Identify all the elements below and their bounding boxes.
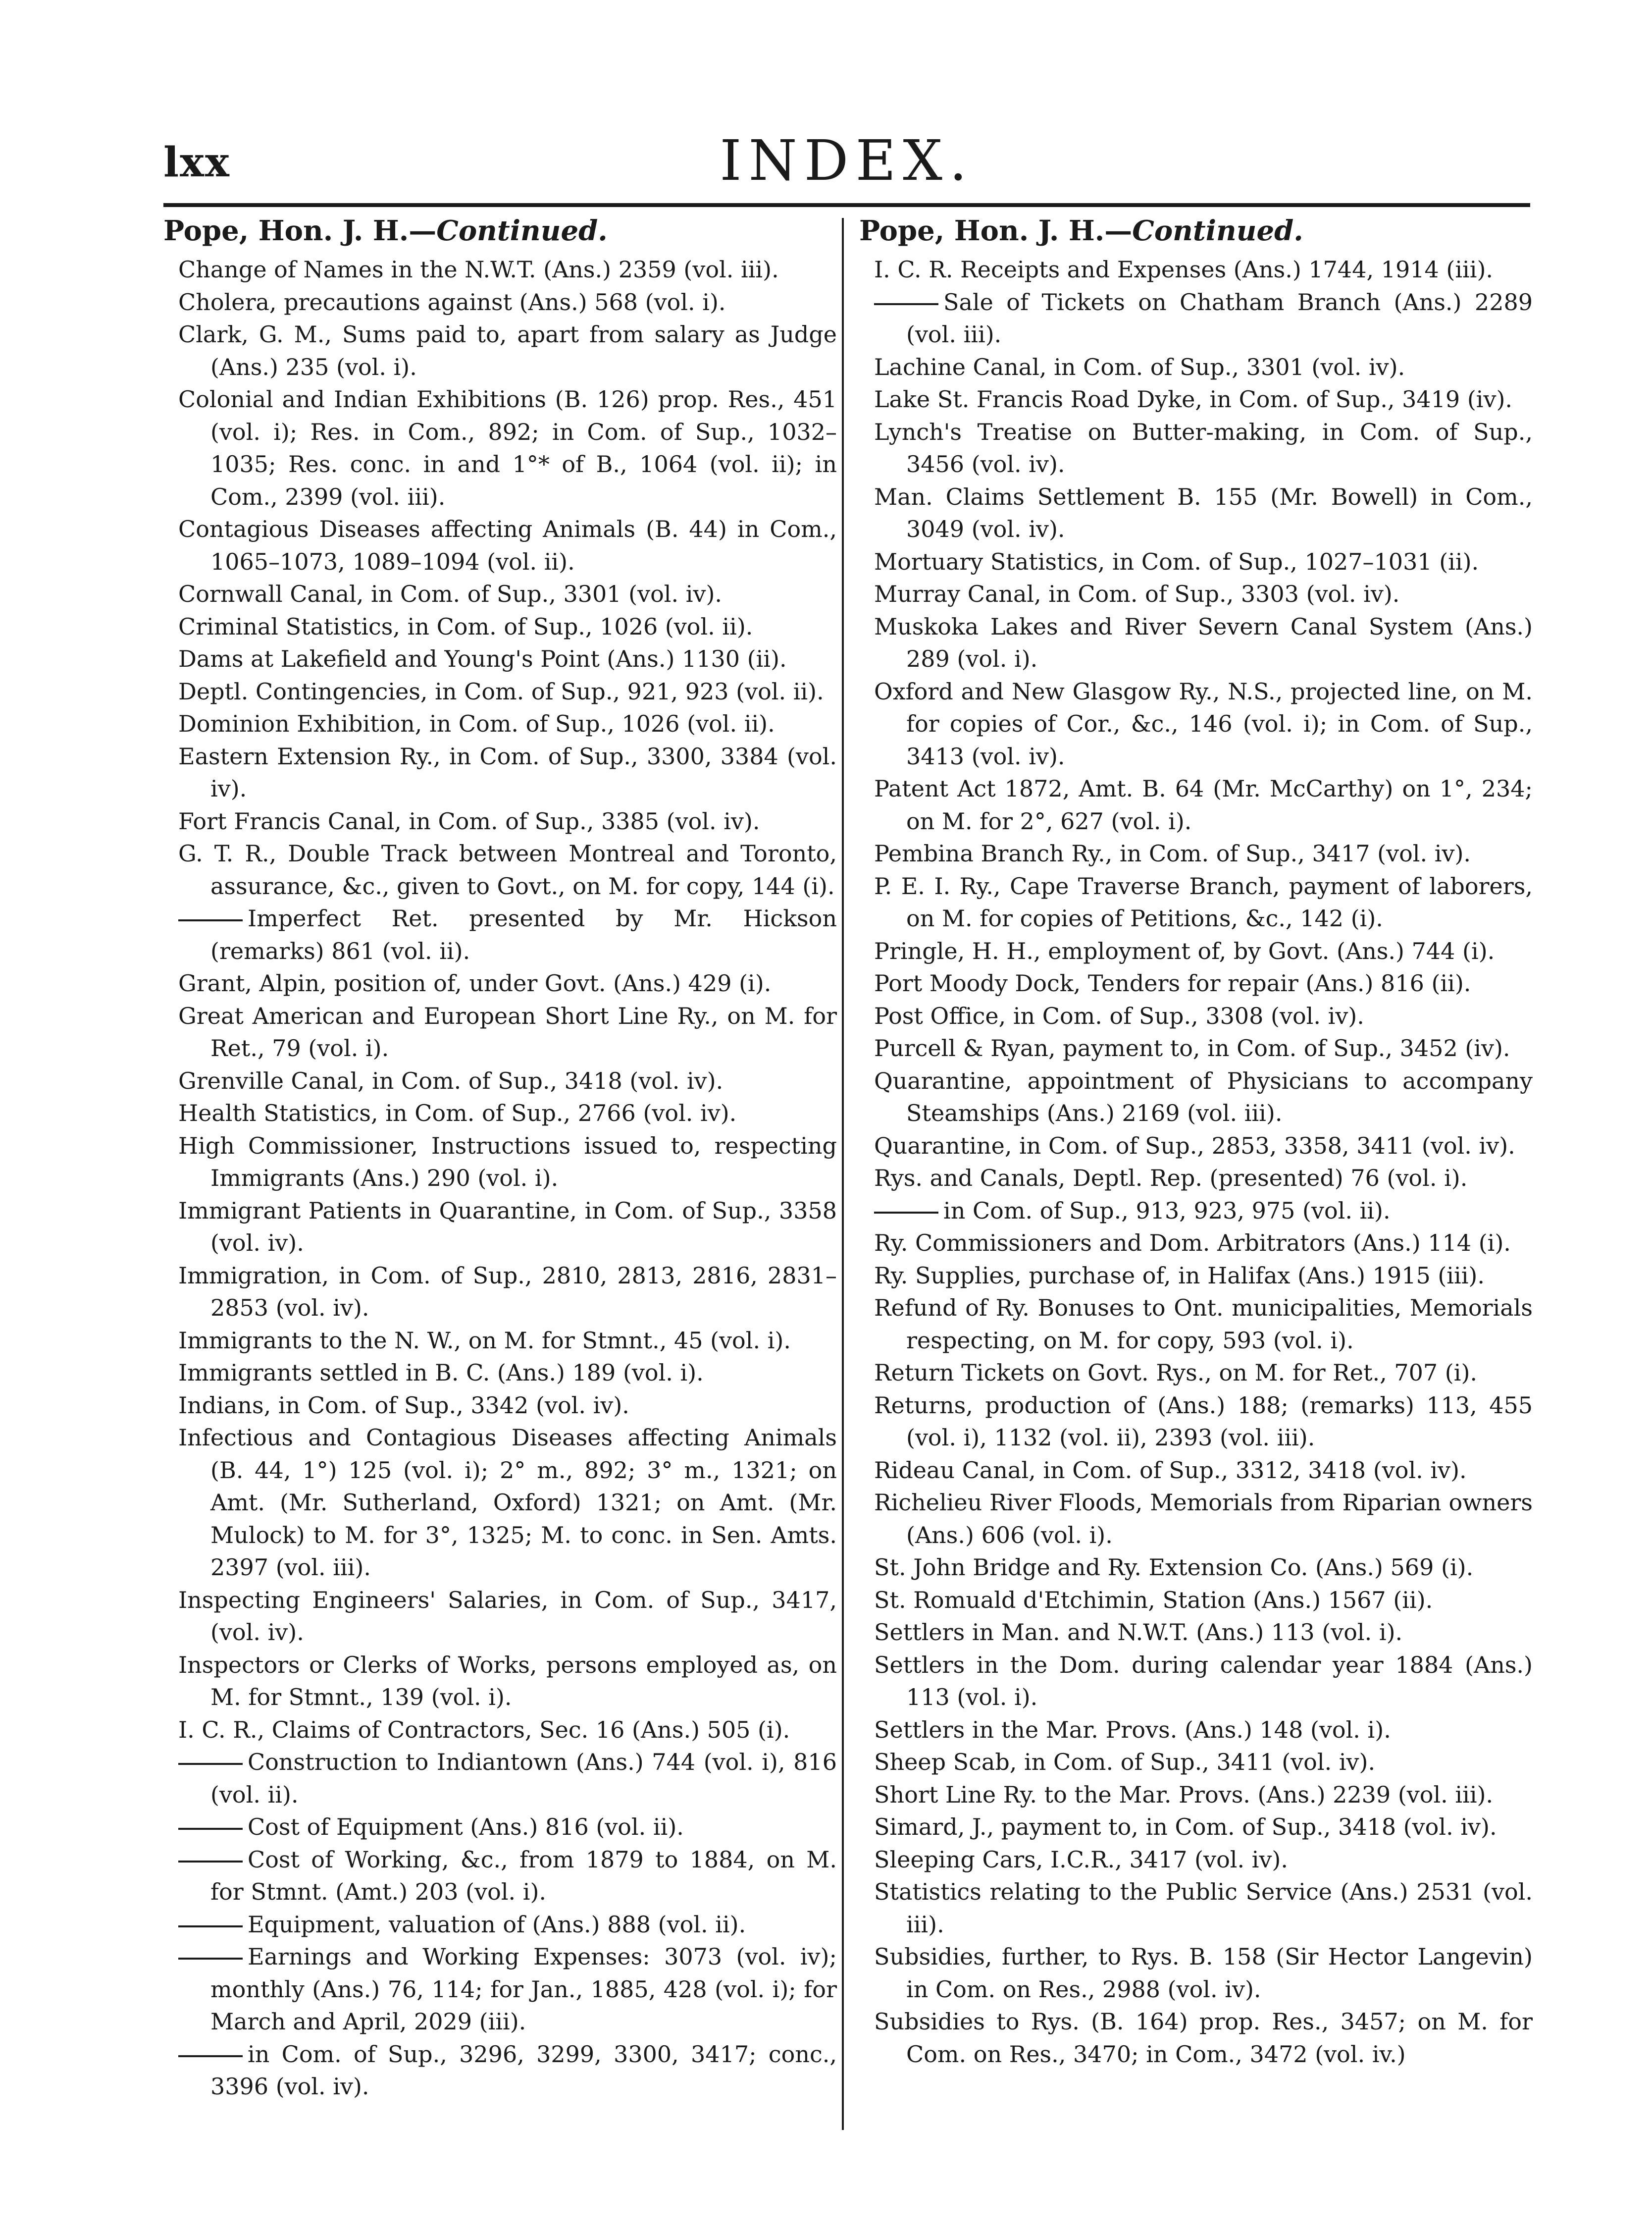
entry-text: Eastern Extension Ry., in Com. of Sup., 3300, 3384 (vol. iv). bbox=[178, 743, 837, 802]
entry-text: High Commissioner, Instructions issued to, respecting Immigrants (Ans.) 290 (vol. i). bbox=[178, 1132, 837, 1191]
column-divider bbox=[842, 218, 844, 2130]
index-entry bbox=[859, 611, 1533, 676]
index-entry bbox=[163, 1357, 837, 1389]
entry-text: Rideau Canal, in Com. of Sup., 3312, 3418 (vol. iv). bbox=[874, 1456, 1467, 1484]
header-rule bbox=[163, 203, 1530, 207]
index-subentry bbox=[163, 903, 837, 967]
entry-text: Return Tickets on Govt. Rys., on M. for Ret., 707 (i). bbox=[874, 1359, 1478, 1386]
entry-text: Ry. Supplies, purchase of, in Halifax (Ans.) 1915 (iii). bbox=[874, 1262, 1485, 1289]
index-entry bbox=[163, 1649, 837, 1714]
index-entry bbox=[859, 481, 1533, 546]
entry-text: Sleeping Cars, I.C.R., 3417 (vol. iv). bbox=[874, 1846, 1288, 1873]
entry-text: Sheep Scab, in Com. of Sup., 3411 (vol. iv). bbox=[874, 1749, 1376, 1775]
index-subentry bbox=[163, 2038, 837, 2103]
entry-text: Immigrant Patients in Quarantine, in Com. of Sup., 3358 (vol. iv). bbox=[178, 1197, 837, 1256]
index-entry bbox=[859, 1876, 1533, 1941]
ditto-dash bbox=[178, 1828, 243, 1830]
index-entry bbox=[163, 708, 837, 741]
entry-text: Fort Francis Canal, in Com. of Sup., 3385 (vol. iv). bbox=[178, 807, 760, 835]
entry-text: Cholera, precautions against (Ans.) 568 (vol. i). bbox=[178, 288, 726, 316]
entry-text: Purcell & Ryan, payment to, in Com. of Sup., 3452 (iv). bbox=[874, 1035, 1510, 1062]
index-entry bbox=[163, 967, 837, 1000]
entry-text: Murray Canal, in Com. of Sup., 3303 (vol. iv). bbox=[874, 581, 1400, 607]
index-entry bbox=[163, 513, 837, 578]
entry-text: Cost of Equipment (Ans.) 816 (vol. ii). bbox=[248, 1813, 684, 1840]
entry-text: Settlers in Man. and N.W.T. (Ans.) 113 (vol. i). bbox=[874, 1619, 1403, 1646]
index-entry bbox=[163, 1714, 837, 1747]
index-entry bbox=[859, 1616, 1533, 1649]
entry-text: Great American and European Short Line Ry., on M. for Ret., 79 (vol. i). bbox=[178, 1002, 837, 1062]
index-entry bbox=[163, 741, 837, 805]
index-entry bbox=[163, 1584, 837, 1649]
index-entry bbox=[163, 643, 837, 676]
page-number: lxx bbox=[163, 139, 230, 186]
entry-text: Immigration, in Com. of Sup., 2810, 2813, 2816, 2831–2853 (vol. iv). bbox=[178, 1262, 837, 1321]
ditto-dash bbox=[178, 1958, 243, 1960]
entry-text: Muskoka Lakes and River Severn Canal System (Ans.) 289 (vol. i). bbox=[874, 613, 1533, 672]
heading-name: Pope, Hon. J. H.— bbox=[859, 214, 1133, 247]
entry-text: Settlers in the Dom. during calendar year 1884 (Ans.) 113 (vol. i). bbox=[874, 1651, 1533, 1710]
index-entry bbox=[163, 286, 837, 319]
index-subentry bbox=[163, 1909, 837, 1941]
entry-text: Cornwall Canal, in Com. of Sup., 3301 (vol. iv). bbox=[178, 581, 723, 607]
entry-text: Pembina Branch Ry., in Com. of Sup., 3417 (vol. iv). bbox=[874, 840, 1471, 867]
entry-text: Sale of Tickets on Chatham Branch (Ans.) 2289 (vol. iii). bbox=[906, 288, 1533, 348]
entry-text: P. E. I. Ry., Cape Traverse Branch, payment of laborers, on M. for copies of Petitions, &c., 142 (i). bbox=[874, 872, 1533, 932]
index-entry bbox=[859, 1487, 1533, 1551]
entry-text: Dominion Exhibition, in Com. of Sup., 1026 (vol. ii). bbox=[178, 710, 775, 737]
index-entry bbox=[163, 1195, 837, 1260]
index-subentry bbox=[163, 1941, 837, 2038]
entry-text: Rys. and Canals, Deptl. Rep. (presented) 76 (vol. i). bbox=[874, 1165, 1468, 1191]
entry-text: Dams at Lakefield and Young's Point (Ans.) 1130 (ii). bbox=[178, 645, 787, 672]
entry-text: Lachine Canal, in Com. of Sup., 3301 (vol. iv). bbox=[874, 353, 1405, 380]
index-entry bbox=[859, 1941, 1533, 2006]
index-entry bbox=[859, 870, 1533, 935]
index-entry bbox=[859, 1032, 1533, 1065]
index-entry bbox=[163, 805, 837, 838]
entry-text: Subsidies to Rys. (B. 164) prop. Res., 3457; on M. for Com. on Res., 3470; in Com., 3472 (vol. iv.) bbox=[874, 2008, 1533, 2068]
entry-text: Inspectors or Clerks of Works, persons employed as, on M. for Stmnt., 139 (vol. i). bbox=[178, 1651, 837, 1710]
entry-text: Port Moody Dock, Tenders for repair (Ans.) 816 (ii). bbox=[874, 970, 1471, 997]
entry-text: Lake St. Francis Road Dyke, in Com. of Sup., 3419 (iv). bbox=[874, 386, 1513, 413]
entry-text: Immigrants settled in B. C. (Ans.) 189 (vol. i). bbox=[178, 1359, 704, 1386]
index-entry bbox=[163, 1260, 837, 1325]
entry-text: Post Office, in Com. of Sup., 3308 (vol. iv). bbox=[874, 1002, 1364, 1029]
entry-text: I. C. R. Receipts and Expenses (Ans.) 1744, 1914 (iii). bbox=[874, 256, 1494, 283]
ditto-dash bbox=[874, 1212, 938, 1214]
entry-text: Oxford and New Glasgow Ry., N.S., projected line, on M. for copies of Cor., &c., 146 (vol. i); in Com. of Sup., 3413 (vol. iv). bbox=[874, 678, 1533, 770]
entry-text: Ry. Commissioners and Dom. Arbitrators (Ans.) 114 (i). bbox=[874, 1229, 1511, 1256]
entry-text: Statistics relating to the Public Service (Ans.) 2531 (vol. iii). bbox=[874, 1878, 1533, 1938]
index-entry bbox=[859, 1389, 1533, 1454]
index-entry bbox=[163, 1422, 837, 1584]
entry-text: Health Statistics, in Com. of Sup., 2766 (vol. iv). bbox=[178, 1100, 737, 1126]
entry-text: I. C. R., Claims of Contractors, Sec. 16 (Ans.) 505 (i). bbox=[178, 1716, 790, 1743]
ditto-dash bbox=[178, 1763, 243, 1765]
entry-text: G. T. R., Double Track between Montreal and Toronto, assurance, &c., given to Govt., on M. for copy, 144 (i). bbox=[178, 840, 837, 900]
index-entry bbox=[859, 1357, 1533, 1389]
index-entry bbox=[859, 1227, 1533, 1260]
entry-text: Patent Act 1872, Amt. B. 64 (Mr. McCarthy) on 1°, 234; on M. for 2°, 627 (vol. i). bbox=[874, 775, 1533, 835]
index-entries bbox=[163, 254, 837, 2103]
index-entry bbox=[859, 1811, 1533, 1844]
index-entry bbox=[859, 1130, 1533, 1163]
index-entry bbox=[859, 676, 1533, 773]
column-heading bbox=[859, 213, 1533, 249]
entry-text: Clark, G. M., Sums paid to, apart from salary as Judge (Ans.) 235 (vol. i). bbox=[178, 321, 837, 380]
index-entry bbox=[859, 1746, 1533, 1779]
entry-text: Refund of Ry. Bonuses to Ont. municipalities, Memorials respecting, on M. for copy, 593 (vol. i). bbox=[874, 1294, 1533, 1354]
index-entry bbox=[859, 1162, 1533, 1195]
index-entry bbox=[859, 254, 1533, 286]
index-entry bbox=[163, 319, 837, 383]
page-title: INDEX. bbox=[720, 129, 974, 193]
index-entry bbox=[163, 1130, 837, 1195]
index-entry bbox=[859, 1551, 1533, 1584]
entry-text: Grant, Alpin, position of, under Govt. (Ans.) 429 (i). bbox=[178, 970, 772, 997]
ditto-dash bbox=[178, 1925, 243, 1927]
entry-text: Equipment, valuation of (Ans.) 888 (vol. ii). bbox=[248, 1911, 746, 1938]
index-entry bbox=[859, 2006, 1533, 2071]
index-entries bbox=[859, 254, 1533, 2071]
entry-text: Inspecting Engineers' Salaries, in Com. of Sup., 3417, (vol. iv). bbox=[178, 1586, 837, 1646]
index-entry bbox=[163, 578, 837, 611]
index-entry bbox=[859, 416, 1533, 481]
right-column bbox=[859, 213, 1533, 2071]
index-entry bbox=[859, 1454, 1533, 1487]
ditto-dash bbox=[178, 2055, 243, 2057]
index-entry bbox=[859, 935, 1533, 968]
heading-continued: Continued. bbox=[1132, 214, 1303, 247]
index-entry bbox=[163, 676, 837, 708]
entry-text: Richelieu River Floods, Memorials from Riparian owners (Ans.) 606 (vol. i). bbox=[874, 1489, 1533, 1548]
entry-text: Imperfect Ret. presented by Mr. Hickson (remarks) 861 (vol. ii). bbox=[210, 905, 837, 964]
entry-text: Infectious and Contagious Diseases affecting Animals (B. 44, 1°) 125 (vol. i); 2° m., 892; 3° m., 1321; on Amt. (Mr. Sutherland, Oxford) 1321; on Amt. (Mr. Mulock) to M. for 3°, 1325; M. to conc. in Sen. Amts. 2397 (vol. iii). bbox=[178, 1424, 837, 1581]
index-entry bbox=[163, 1097, 837, 1130]
index-entry bbox=[859, 578, 1533, 611]
ditto-dash bbox=[178, 1861, 243, 1863]
index-subentry bbox=[859, 286, 1533, 351]
index-entry bbox=[859, 1649, 1533, 1714]
index-entry bbox=[859, 1584, 1533, 1617]
index-entry bbox=[163, 254, 837, 286]
entry-text: Earnings and Working Expenses: 3073 (vol. iv); monthly (Ans.) 76, 114; for Jan., 1885, 428 (vol. i); for March and April, 2029 (iii). bbox=[210, 1943, 837, 2035]
heading-name: Pope, Hon. J. H.— bbox=[163, 214, 437, 247]
entry-text: Cost of Working, &c., from 1879 to 1884, on M. for Stmnt. (Amt.) 203 (vol. i). bbox=[210, 1846, 837, 1905]
page-header bbox=[163, 124, 1530, 198]
index-entry bbox=[859, 838, 1533, 870]
entry-text: Simard, J., payment to, in Com. of Sup., 3418 (vol. iv). bbox=[874, 1813, 1497, 1840]
index-entry bbox=[163, 838, 837, 903]
left-column bbox=[163, 213, 837, 2103]
entry-text: Indians, in Com. of Sup., 3342 (vol. iv). bbox=[178, 1391, 629, 1419]
entry-text: Lynch's Treatise on Butter-making, in Com. of Sup., 3456 (vol. iv). bbox=[874, 418, 1533, 478]
index-entry bbox=[163, 1065, 837, 1098]
index-entry bbox=[859, 1714, 1533, 1747]
entry-text: Construction to Indiantown (Ans.) 744 (vol. i), 816 (vol. ii). bbox=[210, 1749, 837, 1808]
index-entry bbox=[163, 383, 837, 513]
entry-text: Colonial and Indian Exhibitions (B. 126) prop. Res., 451 (vol. i); Res. in Com., 892; in Com. of Sup., 1032–1035; Res. conc. in and 1°* of B., 1064 (vol. ii); in Com., 2399 (vol. iii). bbox=[178, 386, 837, 510]
entry-text: Change of Names in the N.W.T. (Ans.) 2359 (vol. iii). bbox=[178, 256, 779, 283]
entry-text: Immigrants to the N. W., on M. for Stmnt., 45 (vol. i). bbox=[178, 1327, 791, 1354]
entry-text: Short Line Ry. to the Mar. Provs. (Ans.) 2239 (vol. iii). bbox=[874, 1781, 1494, 1808]
index-entry bbox=[859, 967, 1533, 1000]
index-subentry bbox=[163, 1811, 837, 1844]
index-entry bbox=[163, 1325, 837, 1357]
ditto-dash bbox=[874, 303, 938, 305]
index-entry bbox=[859, 1292, 1533, 1357]
heading-continued: Continued. bbox=[436, 214, 608, 247]
entry-text: Subsidies, further, to Rys. B. 158 (Sir Hector Langevin) in Com. on Res., 2988 (vol. iv). bbox=[874, 1943, 1533, 2003]
index-entry bbox=[859, 773, 1533, 838]
index-entry bbox=[859, 1000, 1533, 1033]
index-entry bbox=[859, 1260, 1533, 1292]
entry-text: Quarantine, appointment of Physicians to accompany Steamships (Ans.) 2169 (vol. iii). bbox=[874, 1067, 1533, 1126]
ditto-dash bbox=[178, 919, 243, 921]
index-entry bbox=[859, 1844, 1533, 1876]
entry-text: Man. Claims Settlement B. 155 (Mr. Bowell) in Com., 3049 (vol. iv). bbox=[874, 483, 1533, 542]
entry-text: St. Romuald d'Etchimin, Station (Ans.) 1567 (ii). bbox=[874, 1586, 1433, 1613]
index-entry bbox=[163, 1389, 837, 1422]
entry-text: in Com. of Sup., 3296, 3299, 3300, 3417; conc., 3396 (vol. iv). bbox=[210, 2040, 837, 2100]
index-entry bbox=[163, 1000, 837, 1065]
index-entry bbox=[859, 351, 1533, 384]
entry-text: Contagious Diseases affecting Animals (B. 44) in Com., 1065–1073, 1089–1094 (vol. ii). bbox=[178, 516, 837, 575]
index-entry bbox=[859, 1779, 1533, 1811]
entry-text: Quarantine, in Com. of Sup., 2853, 3358, 3411 (vol. iv). bbox=[874, 1132, 1515, 1159]
entry-text: Deptl. Contingencies, in Com. of Sup., 921, 923 (vol. ii). bbox=[178, 678, 824, 705]
entry-text: Mortuary Statistics, in Com. of Sup., 1027–1031 (ii). bbox=[874, 548, 1479, 575]
index-entry bbox=[859, 1065, 1533, 1130]
column-heading bbox=[163, 213, 837, 249]
index-subentry bbox=[859, 1195, 1533, 1227]
entry-text: Grenville Canal, in Com. of Sup., 3418 (vol. iv). bbox=[178, 1067, 723, 1094]
entry-text: Criminal Statistics, in Com. of Sup., 1026 (vol. ii). bbox=[178, 613, 753, 640]
entry-text: St. John Bridge and Ry. Extension Co. (Ans.) 569 (i). bbox=[874, 1554, 1474, 1581]
index-entry bbox=[163, 611, 837, 643]
index-entry bbox=[859, 546, 1533, 579]
index-subentry bbox=[163, 1746, 837, 1811]
entry-text: Returns, production of (Ans.) 188; (remarks) 113, 455 (vol. i), 1132 (vol. ii), 2393 (vol. iii). bbox=[874, 1391, 1533, 1451]
entry-text: Pringle, H. H., employment of, by Govt. (Ans.) 744 (i). bbox=[874, 937, 1495, 964]
index-entry bbox=[859, 383, 1533, 416]
index-subentry bbox=[163, 1844, 837, 1909]
entry-text: in Com. of Sup., 913, 923, 975 (vol. ii). bbox=[943, 1197, 1391, 1224]
entry-text: Settlers in the Mar. Provs. (Ans.) 148 (vol. i). bbox=[874, 1716, 1391, 1743]
